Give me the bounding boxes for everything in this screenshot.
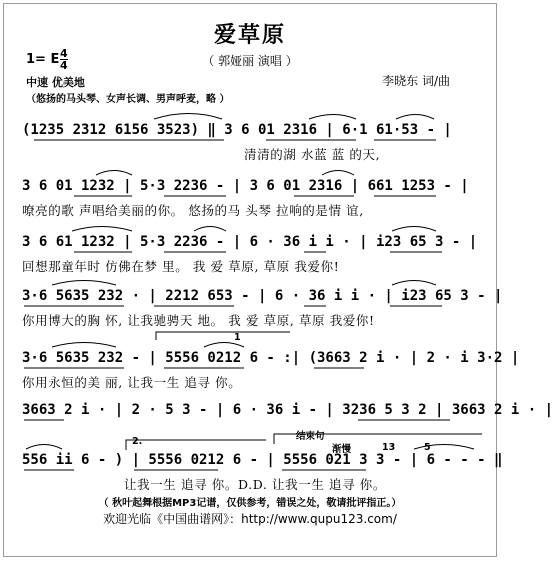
- ritard-label: 渐慢: [332, 444, 352, 455]
- notation-line-5: 3·6 5635 232 - | 5556 0212 6 - :| (3663 2 i · | 2 · i 3·2 |: [22, 350, 520, 366]
- slur-line-1a: [154, 114, 222, 120]
- slur-line-4b: [392, 281, 436, 286]
- lyrics-line-4: 你用博大的胸 怀, 让我驰骋天 地。 我 爱 草原, 草原 我爱你!: [22, 313, 375, 328]
- slur-line-2a: [96, 171, 132, 176]
- volta-1-label: 1: [234, 332, 241, 343]
- song-title: 爱草原: [213, 23, 286, 48]
- slur-line-3b: [194, 227, 226, 232]
- volta-2-label: 2.: [132, 436, 143, 447]
- notation-line-4: 3·6 5635 232 · | 2212 653 - | 6 · 36 i i · | i23 65 3 - |: [22, 288, 503, 304]
- notation-line-1: (1235 2312 6156 3523) ‖ 3 6 01 2316 | 6·1 61·53 - |: [22, 122, 452, 138]
- tempo-marking: 中速 优美地: [26, 76, 85, 89]
- notation-line-3: 3 6 61 1232 | 5·3 2236 - | 6 · 36 i i · | i23 65 3 - |: [22, 234, 478, 250]
- lyrics-line-2: 嘹亮的歌 声唱给美丽的你。 悠扬的马 头琴 拉响的是情 谊,: [22, 203, 364, 218]
- slur-line-5b: [204, 343, 244, 348]
- ending-label: 结束句: [296, 431, 325, 442]
- grace-note-final: 5: [424, 442, 431, 453]
- notation-marks: [4, 4, 498, 558]
- lyrics-line-5: 你用永恒的美 丽, 让我一生 追寻 你。: [22, 375, 242, 390]
- slur-line-5a: [52, 343, 116, 348]
- composer-credit: 李晓东 词/曲: [382, 74, 450, 88]
- ending-bracket: [274, 434, 482, 444]
- slur-line-2b: [322, 171, 354, 176]
- lyrics-line-7: 让我一生 追寻 你。D.D. 让我一生 追寻 你。: [124, 477, 386, 492]
- volta-1-bracket: [156, 332, 290, 340]
- slur-line-7b: [414, 445, 474, 450]
- slur-line-3a: [72, 227, 132, 232]
- slur-line-7a: [26, 445, 62, 450]
- notation-line-2: 3 6 01 1232 | 5·3 2236 - | 3 6 01 2316 | 661 1253 - |: [22, 178, 469, 194]
- key-signature: 1= E: [26, 52, 60, 67]
- score-page: [3, 3, 553, 557]
- time-denominator: 4: [60, 59, 68, 72]
- lyrics-line-1: 清清的湖 水蓝 蓝 的天,: [244, 147, 381, 162]
- performer-credit: （ 郭娅丽 演唱 ）: [202, 54, 298, 68]
- notation-line-6: 3663 2 i · | 2 · 5 3 - | 6 · 36 i - | 3236 5 3 2 | 3663 2 i · |: [22, 402, 553, 418]
- slur-line-4a: [52, 281, 116, 286]
- volta-2-bracket: [126, 440, 266, 450]
- instrumentation-note: （悠扬的马头琴、女声长调、男声呼麦，略 ）: [26, 94, 230, 105]
- slur-line-1b: [309, 115, 356, 120]
- lyrics-line-3: 回想那童年时 仿佛在梦 里。 我 爱 草原, 草原 我爱你!: [22, 259, 340, 274]
- notation-line-7: 556 ii 6 - ) | 5556 0212 6 - | 5556 021 3 3 - | 6 - - - ‖: [22, 452, 503, 468]
- grace-note: 13: [382, 442, 396, 453]
- transcriber-note: （ 秋叶起舞根据MP3记谱，仅供参考，错误之处，敬请批评指正。）: [98, 498, 402, 509]
- time-numerator: 4: [60, 47, 68, 60]
- site-credit: 欢迎光临《中国曲谱网》：http://www.qupu123.com/: [103, 512, 397, 526]
- slur-line-3c: [392, 227, 436, 232]
- slur-line-1c: [396, 115, 434, 120]
